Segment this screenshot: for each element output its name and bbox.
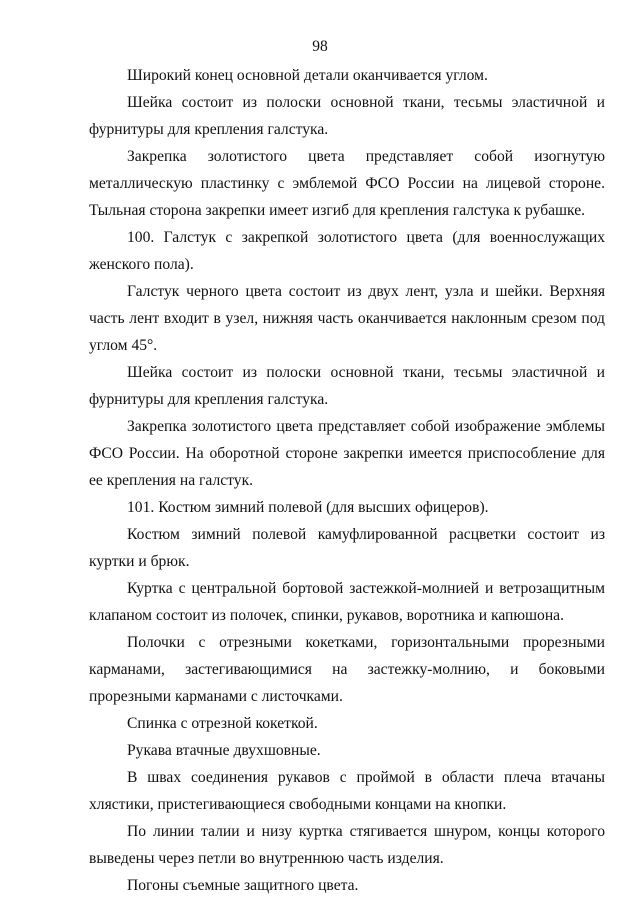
paragraph: Куртка с центральной бортовой застежкой-молнией и ветрозащитным клапаном состоит из полочек, спинки, рукавов, воротника и капюшона. [89,580,605,624]
paragraph: Шейка состоит из полоски основной ткани, тесьмы эластичной и фурнитуры для крепления галстука. [89,364,605,408]
document-body [89,62,605,899]
paragraph: Закрепка золотистого цвета представляет собой изогнутую металлическую пластинку с эмблемой ФСО России на лицевой стороне. Тыльная сторона закрепки имеет изгиб для крепления галстука к рубашке. [89,148,605,219]
paragraph: Широкий конец основной детали оканчивается углом. [127,67,488,84]
page-number: 98 [312,38,328,55]
paragraph: Спинка с отрезной кокеткой. [127,715,318,732]
section-heading-101: 101. Костюм зимний полевой (для высших офицеров). [127,499,489,516]
paragraph: Закрепка золотистого цвета представляет собой изображение эмблемы ФСО России. На оборотной стороне закрепки имеется приспособление для ее крепления на галстук. [89,418,605,489]
paragraph: Галстук черного цвета состоит из двух лент, узла и шейки. Верхняя часть лент входит в узел, нижняя часть оканчивается наклонным срезом под углом 45°. [89,283,605,354]
paragraph: По линии талии и низу куртка стягивается шнуром, концы которого выведены через петли во внутреннюю часть изделия. [89,823,605,867]
paragraph: Погоны съемные защитного цвета. [127,877,359,894]
paragraph: В швах соединения рукавов с проймой в области плеча втачаны хлястики, пристегивающиеся свободными концами на кнопки. [89,769,605,813]
paragraph: Полочки с отрезными кокетками, горизонтальными прорезными карманами, застегивающимися на застежку-молнию, и боковыми прорезными карманами с листочками. [89,634,605,705]
paragraph: Шейка состоит из полоски основной ткани, тесьмы эластичной и фурнитуры для крепления галстука. [89,94,605,138]
paragraph: Рукава втачные двухшовные. [127,742,321,759]
section-heading-100: 100. Галстук с закрепкой золотистого цвета (для военнослужащих женского пола). [89,229,605,273]
paragraph: Костюм зимний полевой камуфлированной расцветки состоит из куртки и брюк. [89,526,605,570]
